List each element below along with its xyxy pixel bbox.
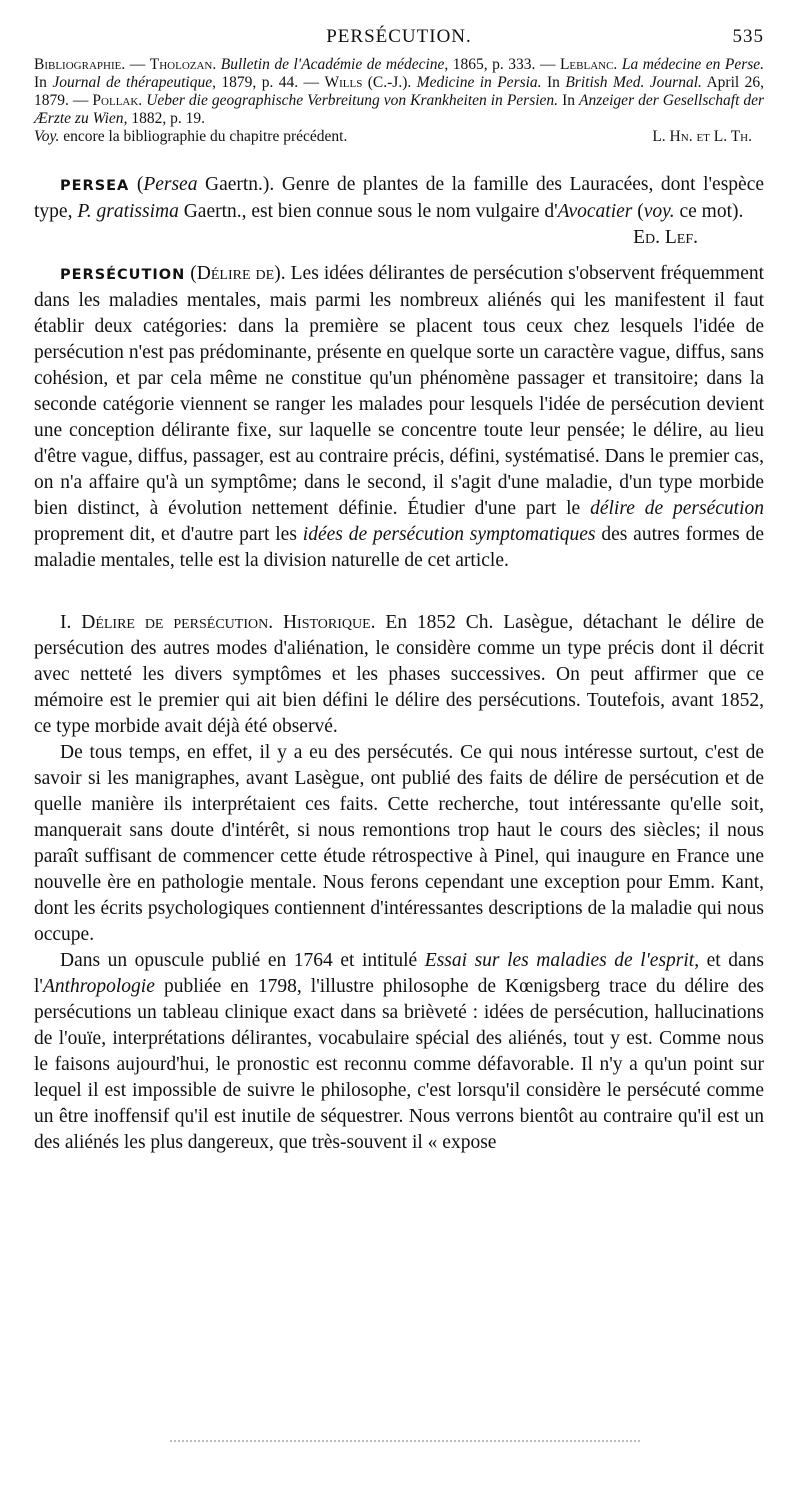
citation-detail: April 26, 1879. — [34,74,764,109]
author-leblanc: Leblanc. [559,56,618,73]
bibliography-footer [34,128,764,146]
latin-name: Persea [143,174,198,195]
citation-detail: , 1882, p. 19. [123,110,205,127]
paren: ( [136,174,144,195]
work-title: Medicine in Persia. [416,74,542,91]
page-number: 535 [732,26,764,47]
entry-text: Genre de plantes de la famille des Lauracées, dont l'espèce type, [34,174,765,222]
entry-headword: PERSÉCUTION [60,267,186,283]
work-title: Anthropologie [42,976,155,997]
citation-in: In [562,92,575,109]
section-number: I. [60,612,72,633]
section-title: Délire de persécution. [81,612,274,633]
citation-detail: , 1879, p. 44. — [212,74,320,91]
work-title: Ueber die geographische Verbreitung von Krankheiten in Persien. [146,92,559,109]
emphasis: idées de persécution symptomatiques [302,524,596,545]
running-header [34,22,764,52]
section-paragraph: De tous temps, en effet, il y a eu des persécutés. Ce qui nous intéresse surtout, c'est de savoir si les manigraphes, avant Lasègue, ont publié des faits de délire de persécution et de quelle manière ils interprétaient ces faits. Cette recherche, tout intéressante qu'elle soit, manquerait sans doute d'intérêt, si nous remontions trop haut le cours des siècles; il nous paraît suffisant de commencer cette étude rétrospective à Pinel, qui inaugure en France une nouvelle ère en pathologie mentale. Nous ferons cependant une exception pour Emm. Kant, dont les écrits psychologiques contiennent d'intéressantes descriptions de la maladie qui nous occupe. [34,742,764,945]
section-paragraph [34,948,764,1156]
emphasis: délire de persécution [590,498,764,519]
author-pollak: Pollak. [92,92,143,109]
entry-subtitle: (Délire de). [190,263,286,284]
journal-title: British Med. Journal. [565,74,702,91]
bibliography-entries: Bibliographie. — Tholozan. Bulletin de l'Académie de médecine, 1865, p. 333. — Leblanc. La médecine en Perse. In Journal de thérapeutique, 1879, p. 44. — Wills (C.-J.). Medicine in Persia. In British Med. Journal. April 26, 1879. — Pollak. Ueber die geographische Verbreitung von Krankheiten in Persien. In Anzeiger der Gesellschaft der Ærzte zu Wien, 1882, p. 19. [34,56,765,127]
author-wills: Wills (C.-J.). [324,74,412,91]
running-title: PERSÉCUTION. [326,26,472,47]
species-name: P. gratissima [77,201,179,222]
citation-in: In [34,74,47,91]
paragraph-text: publiée en 1798, l'illustre philosophe de Kœnigsberg trace du délire des persécutions un tableau clinique exact dans sa brièveté : idées de persécution, hallucinations de l'ouïe, interprétations délirantes, vocabulaire spécial des aliénés, tout y est. Comme nous le faisons aujourd'hui, le pronostic est reconnu comme défavorable. Il n'y a qu'un point sur lequel il est impossible de suivre le philosophe, c'est lorsqu'il considère le persécuté comme un être inoffensif qu'il est inutile de séquestrer. Nous verrons bientôt au contraire qu'il est un des aliénés les plus dangereux, que très-souvent il « expose [34,976,764,1153]
journal-title: Journal de thérapeutique [52,74,213,91]
vulgar-name: Avocatier [557,201,633,222]
citation-in: In [546,74,560,91]
bibliography-block [34,56,764,146]
entry-persecution [34,261,764,574]
citation-detail: , 1865, p. 333. — [444,56,556,73]
entry-persea [34,172,765,248]
paragraph-text: En 1852 Ch. Lasègue, détachant le délire de persécution des autres modes d'aliénation, le considère comme un type précis dont il décrit avec netteté les divers symptômes et les phases successives. On peut affirmer que ce mémoire est le premier qui ait bien défini le délire des persécutions. Toutefois, avant 1852, ce type morbide avait déjà été observé. [34,612,765,737]
paragraph-text: , et dans l' [34,950,765,997]
latin-author: Gaertn.). [205,174,275,195]
bibliography-label: Bibliographie. [34,56,126,73]
entry-headword: PERSEA [60,178,130,194]
paragraph-text: Dans un opuscule publié en 1764 et intitulé [60,950,418,971]
journal-title: Anzeiger der Gesellschaft der Ærzte zu Wien [34,92,765,127]
entry-text: proprement dit, et d'autre part les [34,524,297,545]
section-1 [34,610,764,1156]
see-also-label: voy. [643,201,675,222]
work-title: Essai sur les maladies de l'esprit [424,950,695,971]
journal-title: Bulletin de l'Académie de médecine [220,56,445,73]
entry-text: Gaertn., est bien connue sous le nom vulgaire d' [183,201,558,222]
author-tholozan: Tholozan. [149,56,217,73]
entry-text: ce mot). [679,201,744,222]
entry-text: Les idées délirantes de persécution s'observent fréquemment dans les maladies mentales, mais parmi les nombreux aliénés qui les manifestent il faut établir deux catégories: dans la première se placent tous ceux chez lesquels l'idée de persécution n'est pas prédominante, présente en quelque sorte un caractère vague, diffus, sans cohésion, et par cela même ne constitue qu'un phénomène passager et transitoire; dans la seconde catégorie viennent se ranger les malades pour lesquels l'idée de persécution devient une conception délirante fixe, sur laquelle se concentre toute leur pensée; le délire, au lieu d'être vague, diffus, passager, est au contraire précis, défini, systématisé. Dans le premier cas, on n'a affaire qu'à un symptôme; dans le second, il s'agit d'une maladie, d'un type morbide bien distinct, à évolution nettement définie. Étudier d'une part le [34,263,765,519]
entry-paragraph [34,172,765,248]
see-also [34,128,347,146]
entry-paragraph [34,261,764,574]
section-subtitle: Historique. [282,612,376,633]
author-signature: L. Hn. et L. Th. [652,128,752,145]
author-signature: Ed. Lef. [633,227,698,248]
document-page [34,22,764,1156]
footer-noise [170,1440,640,1448]
entry-text: des autres formes de maladie mentales, telle est la division naturelle de cet article. [34,524,765,571]
see-also-label: Voy. [34,128,60,145]
section-paragraph [34,610,764,740]
work-title: La médecine en Perse. [621,56,765,73]
paren: ( [637,201,644,222]
see-also-text: encore la bibliographie du chapitre précédent. [63,128,348,145]
